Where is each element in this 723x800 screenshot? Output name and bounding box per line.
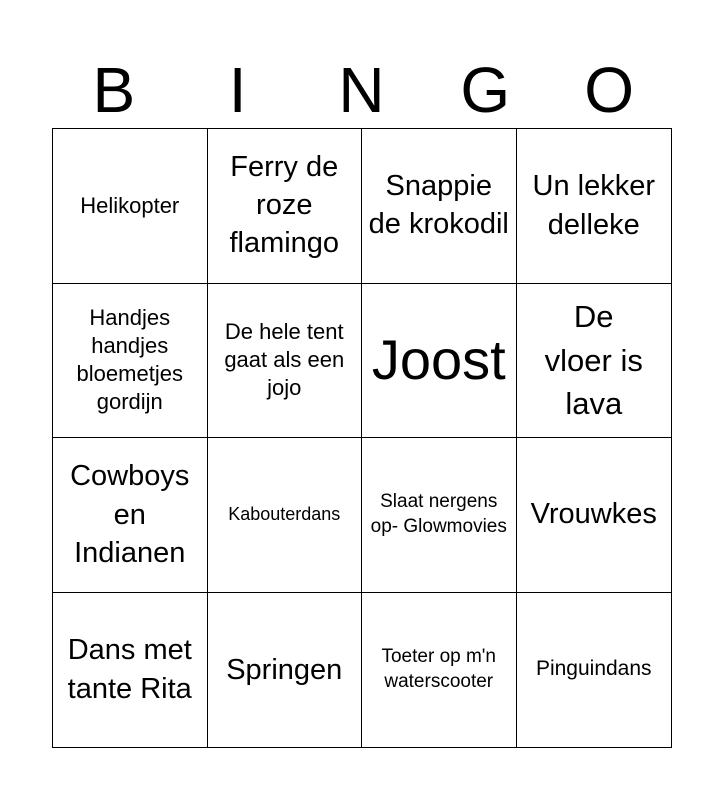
bingo-cell[interactable] (362, 129, 517, 284)
bingo-cell[interactable] (53, 593, 208, 748)
bingo-cell[interactable] (517, 284, 672, 439)
cell-label: Cowboys en Indianen (70, 460, 190, 569)
cell-label: Joost (371, 328, 506, 392)
bingo-header (52, 52, 671, 128)
bingo-cell[interactable] (53, 284, 208, 439)
header-letter-o: O (584, 54, 634, 126)
cell-label: Handjes handjes bloemetjes gordijn (76, 304, 183, 415)
header-letter-g: G (460, 54, 511, 126)
bingo-cell[interactable] (517, 438, 672, 593)
cell-label: Dans met tante Rita (67, 634, 192, 705)
bingo-cell[interactable] (208, 438, 363, 593)
bingo-cell[interactable] (53, 129, 208, 284)
cell-label: Pinguindans (535, 657, 652, 681)
cell-label: Kabouterdans (228, 503, 341, 524)
cell-label: De hele tent gaat als een jojo (224, 319, 345, 401)
cell-label: Vrouwkes (530, 497, 657, 530)
bingo-cell[interactable] (517, 593, 672, 748)
cell-label: Springen (226, 653, 343, 686)
header-letter-n: N (338, 54, 385, 126)
bingo-cell[interactable] (208, 593, 363, 748)
bingo-cell[interactable] (208, 129, 363, 284)
bingo-card (52, 128, 672, 748)
bingo-cell[interactable] (362, 593, 517, 748)
bingo-cell[interactable] (517, 129, 672, 284)
cell-label: Slaat nergens op- Glowmovies (370, 491, 507, 537)
bingo-cell[interactable] (53, 438, 208, 593)
bingo-cell[interactable] (208, 284, 363, 439)
cell-label: De vloer is lava (544, 299, 643, 421)
cell-label: Toeter op m'n waterscooter (381, 646, 497, 692)
cell-label: Snappie de krokodil (368, 169, 509, 240)
cell-label: Ferry de roze flamingo (229, 150, 340, 259)
header-letter-i: I (228, 54, 247, 126)
bingo-cell[interactable] (362, 438, 517, 593)
bingo-cell-free[interactable] (362, 284, 517, 439)
cell-label: Helikopter (80, 193, 180, 219)
header-letter-b: B (92, 54, 136, 126)
cell-label: Un lekker delleke (532, 170, 655, 241)
